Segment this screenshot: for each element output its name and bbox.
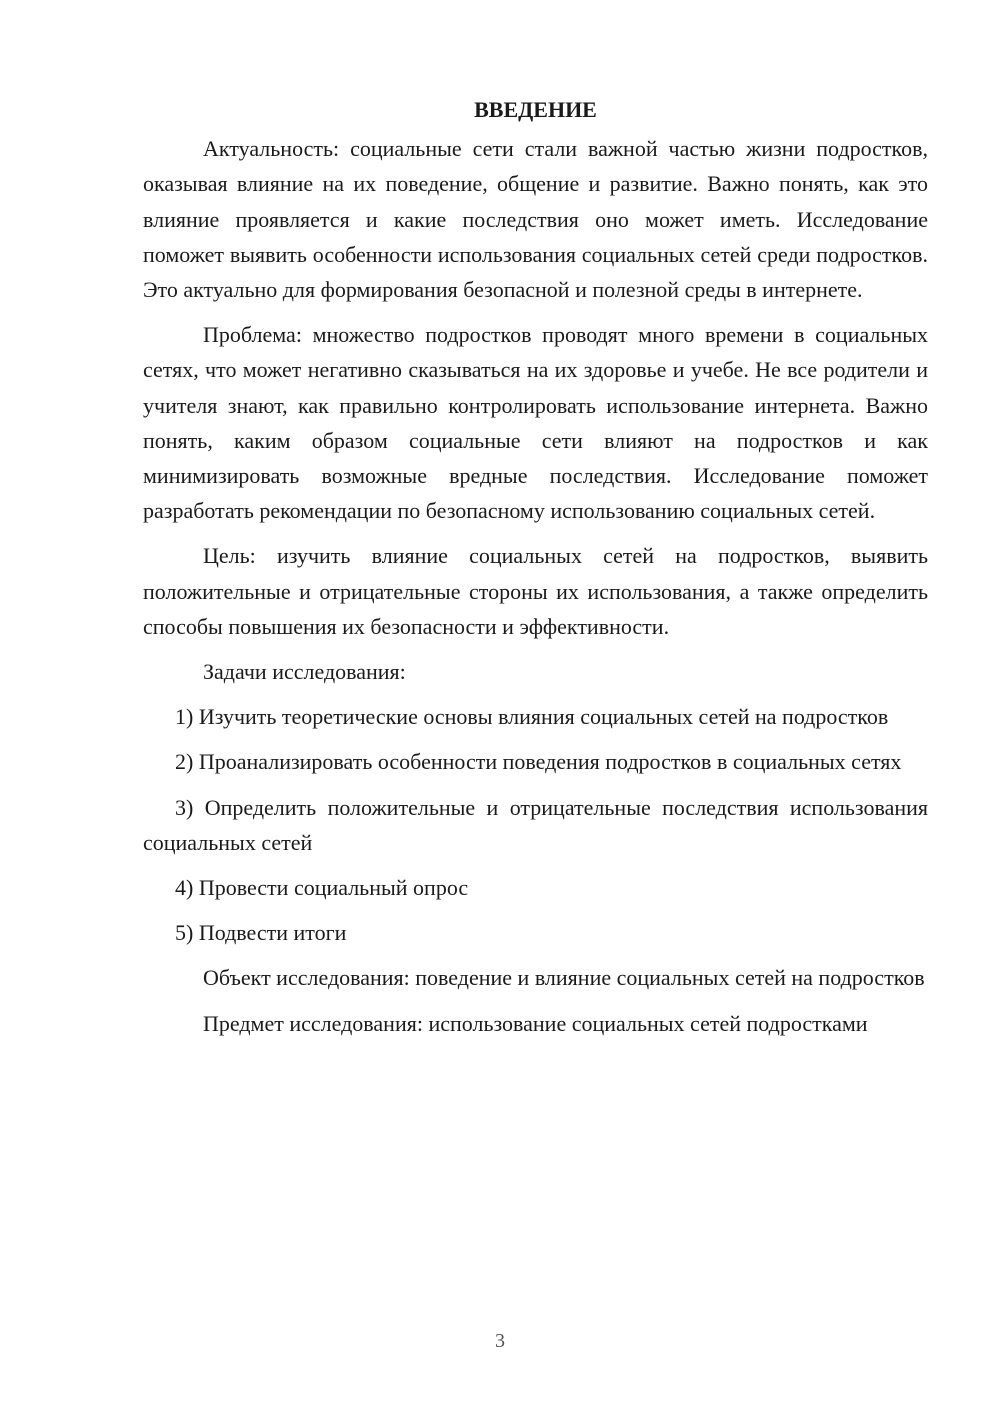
list-item: 3) Определить положительные и отрицательные последствия использования социальных сетей — [143, 794, 928, 855]
list-item: 1) Изучить теоретические основы влияния социальных сетей на подростков — [175, 704, 889, 730]
list-item: 2) Проанализировать особенности поведения подростков в социальных сетях — [175, 749, 902, 775]
document-title: ВВЕДЕНИЕ — [474, 97, 597, 122]
relevance-paragraph: Актуальность: социальные сети стали важной частью жизни подростков, оказывая влияние на их поведение, общение и развитие. Важно понять, как это влияние проявляется и какие последствия оно может иметь. Исследование поможет выявить особенности использования социальных сетей среди подростков. Это актуально для формирования безопасной и полезной среды в интернете. — [143, 136, 928, 303]
page-number: 3 — [495, 1330, 505, 1352]
goal-paragraph: Цель: изучить влияние социальных сетей на подростков, выявить положительные и отрицательные стороны их использования, а также определить способы повышения их безопасности и эффективности. — [143, 543, 928, 639]
object-paragraph: Объект исследования: поведение и влияние социальных сетей на подростков — [203, 965, 925, 991]
list-item: 5) Подвести итоги — [175, 920, 347, 946]
document-page — [143, 92, 928, 1051]
tasks-list — [143, 699, 928, 950]
problem-paragraph: Проблема: множество подростков проводят много времени в социальных сетях, что может негативно сказываться на их здоровье и учебе. Не все родители и учителя знают, как правильно контролировать использование интернета. Важно понять, каким образом социальные сети влияют на подростков и как минимизировать возможные вредные последствия. Исследование поможет разработать рекомендации по безопасному использованию социальных сетей. — [143, 322, 928, 524]
tasks-heading: Задачи исследования: — [203, 659, 406, 685]
list-item: 4) Провести социальный опрос — [175, 875, 469, 901]
subject-paragraph: Предмет исследования: использование социальных сетей подростками — [203, 1010, 868, 1036]
